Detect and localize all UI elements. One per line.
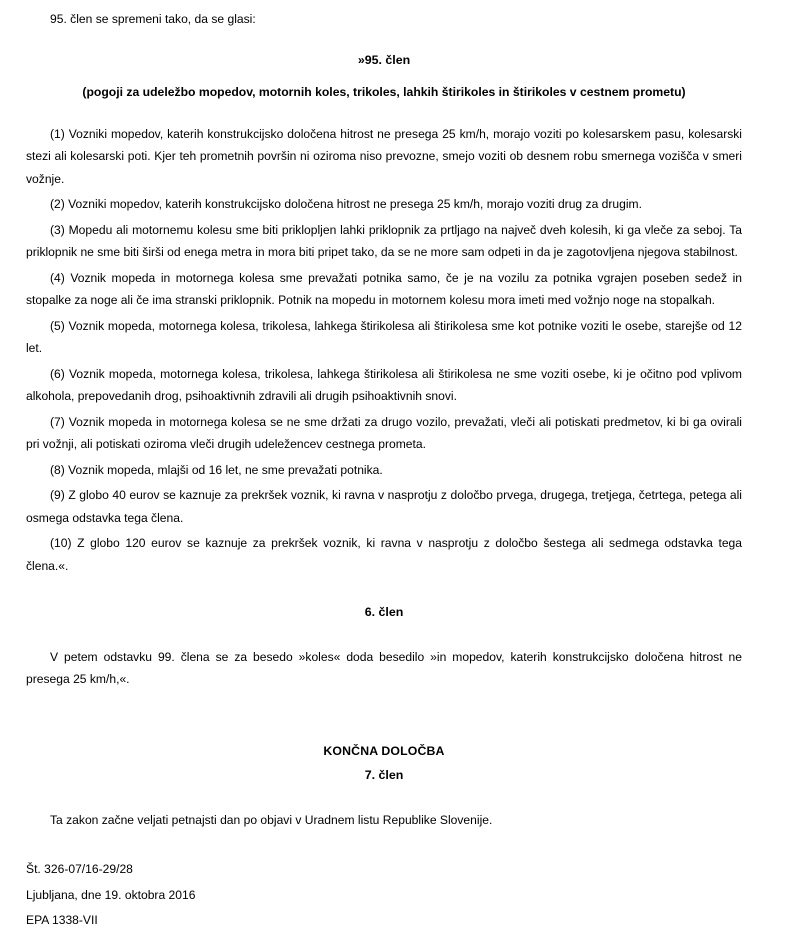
signature-block: [26, 858, 742, 932]
spacer-before-signature-block: [26, 831, 742, 858]
article-95-paragraph-4: (4) Voznik mopeda in motornega kolesa sme prevažati potnika samo, če je na vozilu za potnika vgrajen poseben sedež in stopalke za noge ali če ima stranski priklopnik. Potnik na mopedu in motornem kolesu mora imeti med vožnjo noge na stopalkah.: [26, 270, 742, 307]
article-6-paragraph-1: V petem odstavku 99. člena se za besedo »koles« doda besedilo »in mopedov, katerih konstrukcijsko določena hitrost ne presega 25 km/h,«.: [26, 649, 742, 686]
epa-number: EPA 1338-VII: [26, 913, 98, 927]
article-95-paragraph-9: (9) Z globo 40 eurov se kaznuje za prekršek voznik, ki ravna v nasprotju z določbo prvega, drugega, tretjega, četrtega, petega ali osmega odstavka tega člena.: [26, 488, 742, 525]
article-95-paragraph-3: (3) Mopedu ali motornemu kolesu sme biti priklopljen lahki priklopnik za prtljago na največ dveh kolesih, ki ga vleče za seboj. Ta priklopnik ne sme biti širši od enega metra in mora biti pripet tako, da se ne more sam odpeti in da je zagotovljena njegova stabilnost.: [26, 222, 742, 259]
article-95-paragraph-10: (10) Z globo 120 eurov se kaznuje za prekršek voznik, ki ravna v nasprotju z določbo šestega ali sedmega odstavka tega člena.«.: [26, 536, 742, 573]
article-95-subtitle: (pogoji za udeležbo mopedov, motornih koles, trikoles, lahkih štirikoles in štirikoles v cestnem prometu): [82, 85, 686, 99]
intro-line: 95. člen se spremeni tako, da se glasi:: [50, 12, 256, 26]
spacer-before-article-subtitle: [26, 71, 742, 81]
article-95-paragraph-1: (1) Vozniki mopedov, katerih konstrukcijsko določena hitrost ne presega 25 km/h, morajo voziti po kolesarskem pasu, kolesarski stezi ali kolesarski poti. Kjer teh prometnih površin ni oziroma niso prevozne, smejo voziti ob desnem robu smernega vozišča v smeri vožnje.: [26, 126, 742, 186]
spacer-before-paragraph-1: [26, 104, 742, 123]
spacer-after-article-6-title: [26, 624, 742, 646]
spacer-before-final-provision: [26, 691, 742, 740]
article-7-title: 7. člen: [364, 768, 404, 782]
article-95-paragraph-8: (8) Voznik mopeda, mlajši od 16 let, ne sme prevažati potnika.: [50, 462, 383, 477]
reference-number: Št. 326-07/16-29/28: [26, 862, 133, 876]
article-7-paragraph-1: Ta zakon začne veljati petnajsti dan po objavi v Uradnem listu Republike Slovenije.: [50, 812, 493, 827]
spacer-top: [26, 0, 742, 8]
article-95-paragraph-7: (7) Voznik mopeda in motornega kolesa se ne sme držati za drugo vozilo, prevažati, vleči ali potiskati predmetov, ki bi ga ovirali pri vožnji, ali potiskati oziroma vleči drugih udeležencev cestnega prometa.: [26, 414, 742, 451]
final-provision-heading: KONČNA DOLOČBA: [323, 743, 445, 758]
article-95-paragraph-2: (2) Vozniki mopedov, katerih konstrukcijsko določena hitrost ne presega 25 km/h, morajo voziti drug za drugim.: [50, 197, 642, 211]
article-6-title: 6. člen: [364, 605, 404, 619]
document-text-column: [26, 0, 742, 932]
article-95-paragraph-6: (6) Voznik mopeda, motornega kolesa, trikolesa, lahkega štirikolesa ali štirikolesa ne sme voziti osebe, ki je očitno pod vplivom alkohola, prepovedanih drog, psihoaktivnih zdravili ali drugih psihoaktivnih snovi.: [26, 366, 742, 403]
spacer-before-article-7-text: [26, 787, 742, 809]
article-95-paragraph-5: (5) Voznik mopeda, motornega kolesa, trikolesa, lahkega štirikolesa ali štirikolesa sme kot potnike voziti le osebe, starejše od 12 let.: [26, 318, 742, 355]
spacer-before-article-6: [26, 577, 742, 601]
spacer-before-article-title: [26, 31, 742, 49]
article-95-title: »95. člen: [357, 52, 411, 67]
place-and-date: Ljubljana, dne 19. oktobra 2016: [26, 887, 196, 902]
